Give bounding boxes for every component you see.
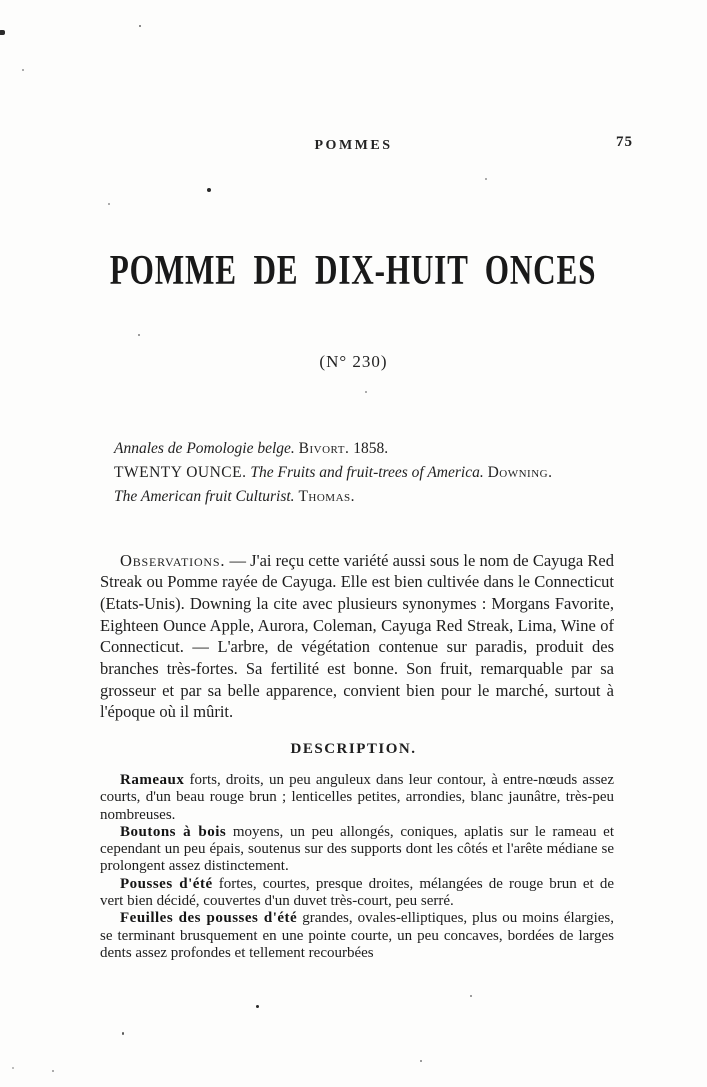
- paragraph-text: fortes, courtes, presque droites, mélangées de rouge brun et de vert bien décidé, couvertes d'un duvet très-court, peu serré.: [100, 875, 614, 910]
- description-section: [100, 772, 614, 962]
- paragraph-lead: Boutons à bois: [120, 823, 227, 840]
- description-heading: DESCRIPTION.: [290, 741, 417, 757]
- scan-speck: [22, 69, 24, 71]
- reference-author: Bivort.: [298, 440, 350, 457]
- reference-author: Thomas.: [298, 488, 356, 505]
- variety-title: [0, 248, 707, 293]
- scan-speck: [12, 1067, 14, 1069]
- running-header: [0, 136, 707, 154]
- reference-synonym-name: TWENTY OUNCE.: [114, 464, 247, 481]
- scan-speck: [256, 1005, 259, 1008]
- reference-list: [114, 437, 637, 509]
- reference-work-title: The American fruit Culturist.: [114, 488, 295, 505]
- scan-speck: [138, 334, 140, 336]
- scan-speck: [365, 391, 367, 393]
- paragraph-text: grandes, ovales-elliptiques, plus ou moins élargies, se terminant brusquement en une pointe courte, un peu concaves, bordées de larges dents assez profondes et tellement recourbées: [100, 910, 614, 961]
- reference-entry: [114, 437, 637, 461]
- description-paragraph-boutons: [100, 824, 614, 876]
- observations-label: Observations.: [120, 550, 226, 570]
- paragraph-lead: Rameaux: [120, 772, 185, 788]
- scan-speck: [108, 203, 110, 205]
- reference-work-title: Annales de Pomologie belge.: [114, 440, 295, 457]
- reference-entry: [114, 485, 637, 509]
- description-paragraph-feuilles: [100, 910, 614, 962]
- scan-speck: [485, 178, 487, 180]
- observations-paragraph: [100, 550, 614, 724]
- running-title: POMMES: [314, 138, 393, 153]
- observations-text: — J'ai reçu cette variété aussi sous le nom de Cayuga Red Streak ou Pomme rayée de Cayuga. Elle est bien cultivée dans le Connecticut (Etats-Unis). Downing la cite avec plusieurs synonymes : Morgans Favorite, Eighteen Ounce Apple, Aurora, Coleman, Cayuga Red Streak, Lima, Wine of Connecticut. — L'arbre, de végétation contenue sur paradis, produit des branches très-fortes. Sa fertilité est bonne. Son fruit, remarquable par sa grosseur et par sa belle apparence, convient bien pour le marché, surtout à l'époque où il mûrit.: [100, 550, 615, 722]
- scan-speck: [52, 1070, 54, 1072]
- description-paragraph-pousses: [100, 876, 614, 911]
- variety-title-text: POMME DE DIX-HUIT ONCES: [110, 247, 597, 294]
- scan-speck: [420, 1060, 422, 1062]
- scan-speck: [0, 30, 5, 35]
- paragraph-lead: Feuilles des pousses d'été: [120, 910, 298, 927]
- page-number: 75: [616, 134, 633, 150]
- scan-speck: [207, 188, 211, 192]
- reference-author: Downing.: [487, 464, 553, 481]
- paragraph-lead: Pousses d'été: [120, 875, 213, 892]
- reference-work-title: The Fruits and fruit-trees of America.: [250, 464, 484, 481]
- reference-entry: [114, 461, 637, 485]
- variety-number: (N° 230): [319, 352, 388, 371]
- paragraph-text: moyens, un peu allongés, coniques, aplatis sur le rameau et cependant un peu épais, soutenus sur des supports dont les côtés et l'arête médiane se prolongent assez distinctement.: [100, 823, 615, 875]
- reference-year: 1858.: [353, 440, 389, 457]
- scan-speck: [122, 1032, 124, 1035]
- scan-speck: [470, 995, 472, 997]
- scan-speck: [139, 25, 141, 27]
- description-paragraph-rameaux: [100, 772, 614, 824]
- paragraph-text: forts, droits, un peu anguleux dans leur contour, à entre-nœuds assez courts, d'un beau rouge brun ; lenticelles petites, arrondies, blanc jaunâtre, très-peu nombreuses.: [100, 772, 614, 823]
